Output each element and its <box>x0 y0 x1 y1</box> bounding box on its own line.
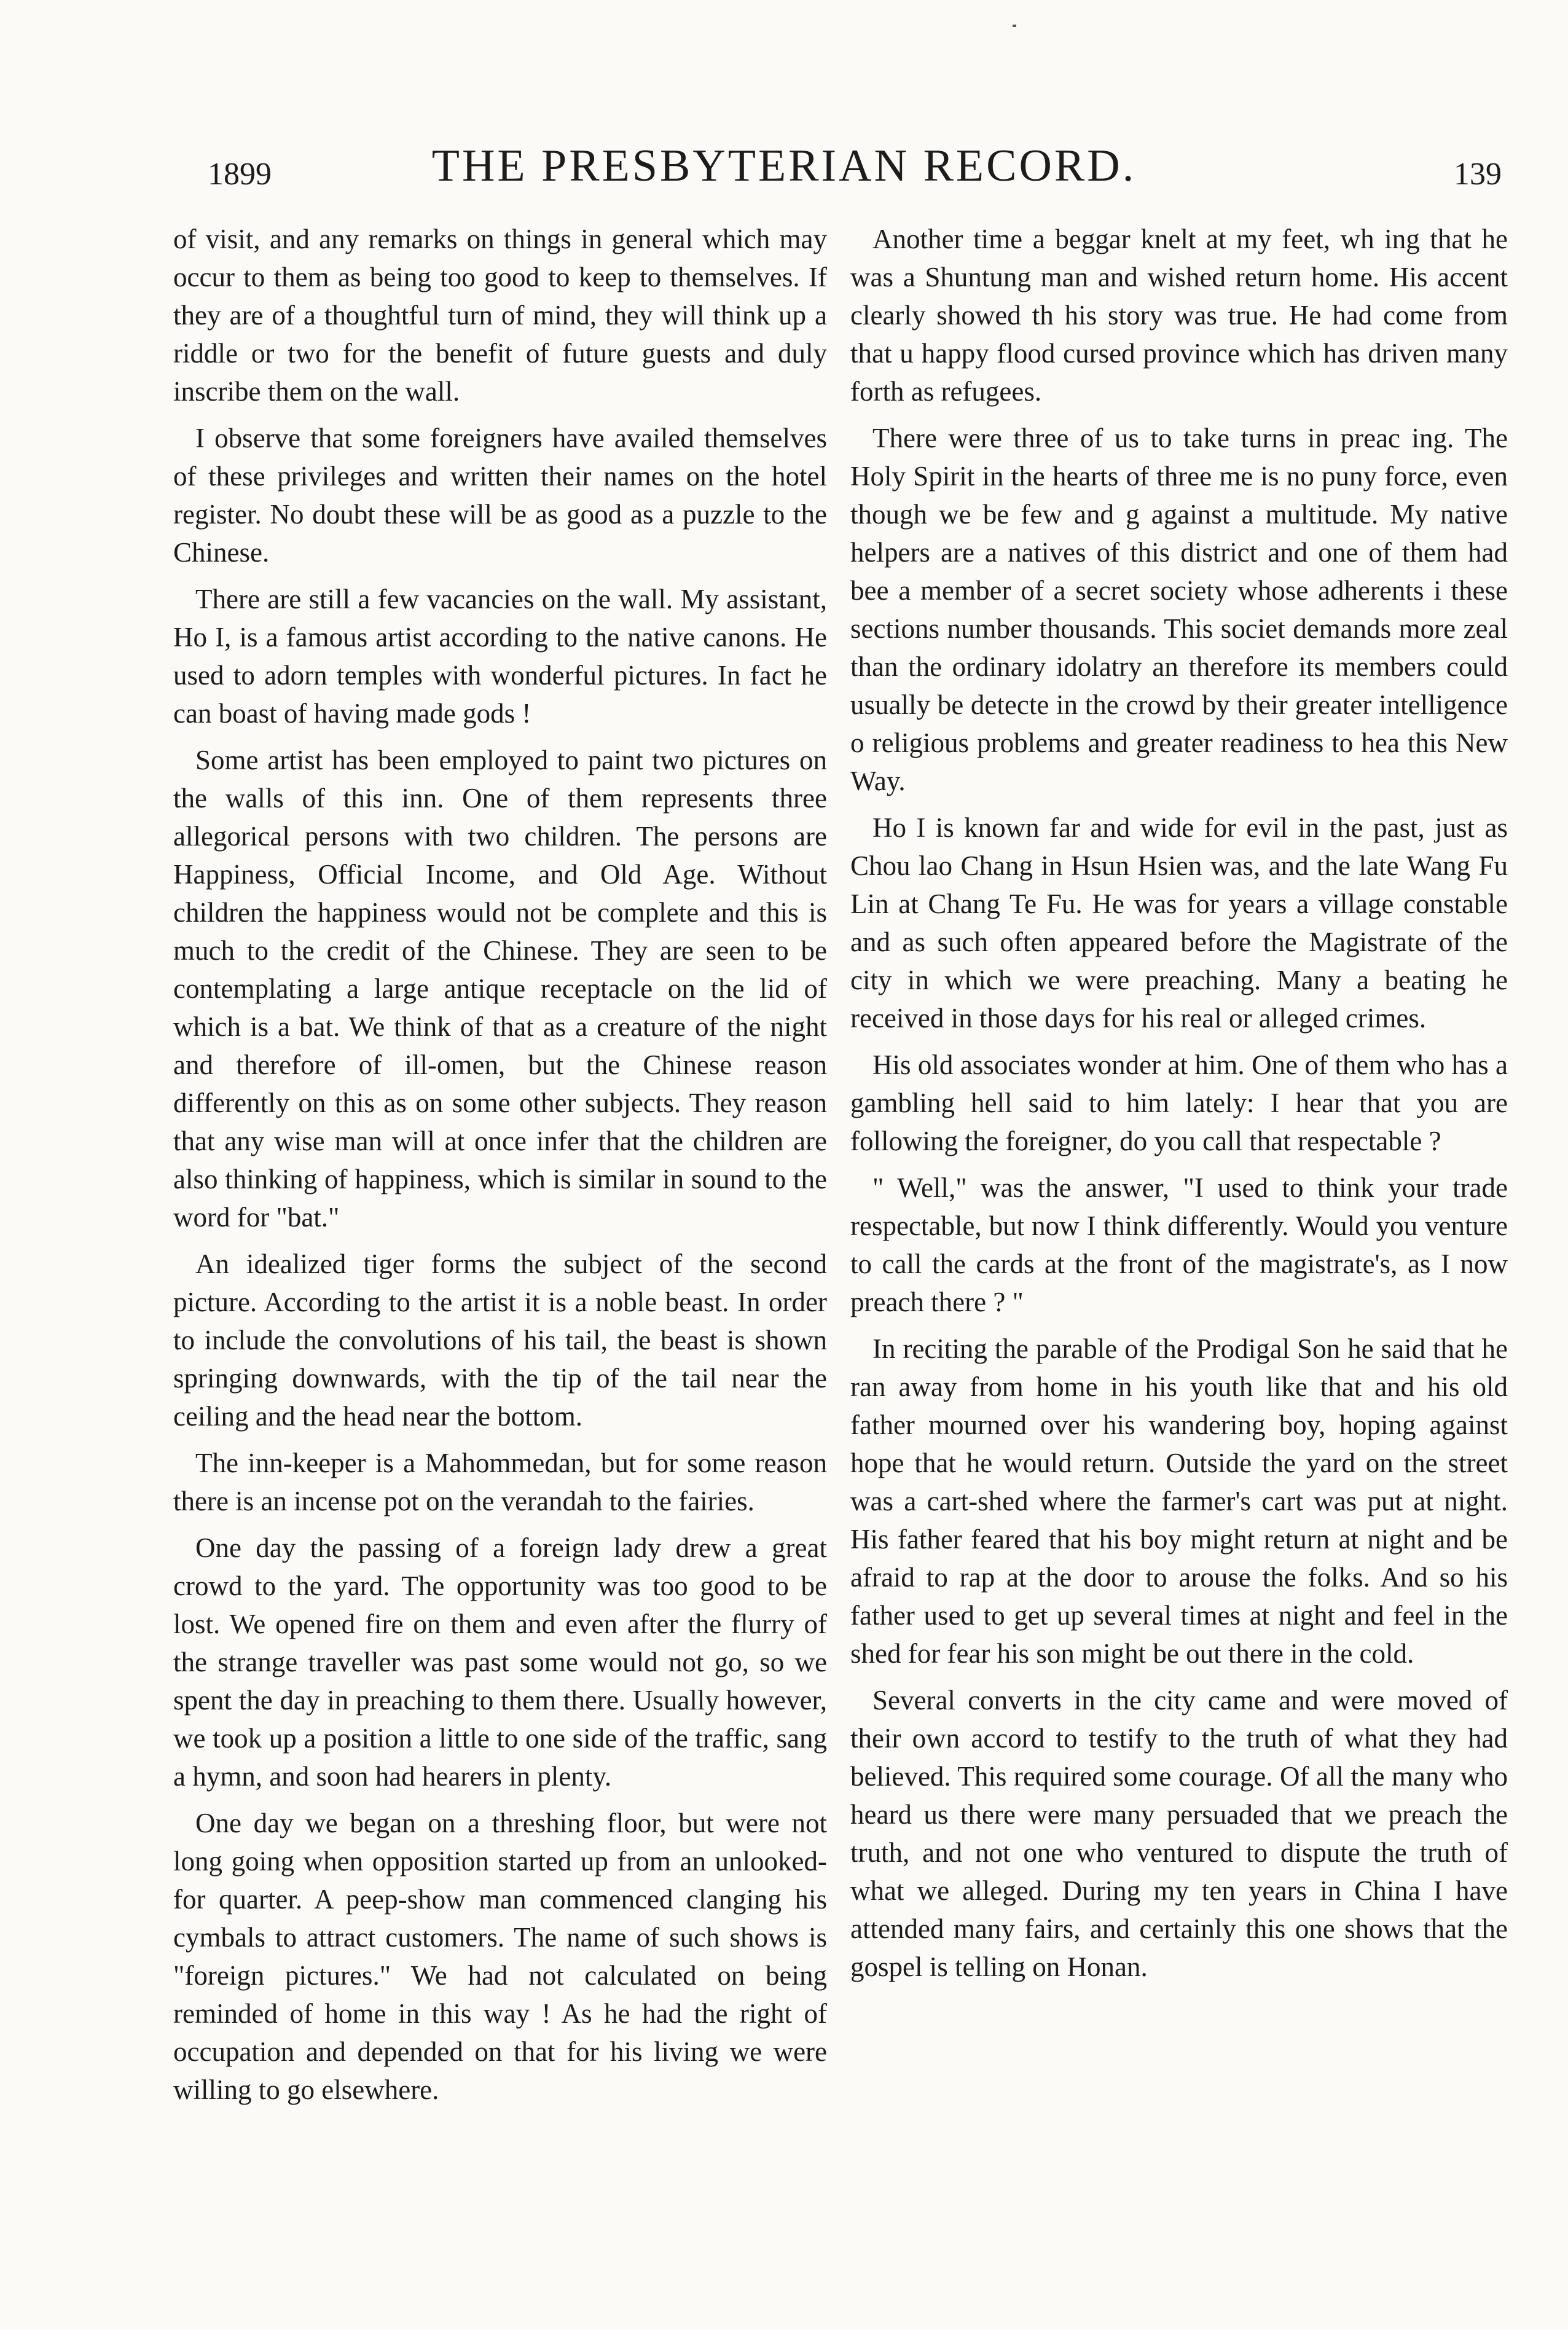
paragraph: The inn-keeper is a Mahommedan, but for some reason there is an incense pot on the verandah to the fairies. <box>173 1448 827 1516</box>
header-year: 1899 <box>208 157 272 192</box>
paragraph: I observe that some foreigners have availed themselves of these privileges and written their names on the hotel register. No doubt these will be as good as a puzzle to the Chinese. <box>173 423 827 568</box>
left-column <box>173 220 827 2117</box>
page-number: 139 <box>1454 157 1502 192</box>
paragraph: One day we began on a threshing floor, but were not long going when opposition started up from an unlooked-for quarter. A peep-show man commenced clanging his cymbals to attract customers. The name of such shows is "foreign pictures." We had not calculated on being reminded of home in this way ! As he had the right of occupation and depended on that for his living we were willing to go elsewhere. <box>173 1808 827 2105</box>
right-column <box>850 220 1508 1995</box>
paragraph: " Well," was the answer, "I used to think your trade respectable, but now I think differently. Would you venture to call the cards at the front of the magistrate's, as I now preach there ? " <box>850 1172 1508 1317</box>
paragraph: Another time a beggar knelt at my feet, wh ing that he was a Shuntung man and wished return home. His accent clearly showed th his story was true. He had come from that u happy flood cursed province which has driven many forth as refugees. <box>850 224 1508 407</box>
page-header <box>0 140 1568 208</box>
paragraph: His old associates wonder at him. One of them who has a gambling hell said to him lately: I hear that you are following the foreigner, do you call that respectable ? <box>850 1049 1508 1156</box>
paragraph: Some artist has been employed to paint two pictures on the walls of this inn. One of them represents three allegorical persons with two children. The persons are Happiness, Official Income, and Old Age. Without children the happiness would not be complete and this is much to the credit of the Chinese. They are seen to be contemplating a large antique receptacle on the lid of which is a bat. We think of that as a creature of the night and therefore of ill-omen, but the Chinese reason differently on this as on some other subjects. They reason that any wise man will at once infer that the children are also thinking of happiness, which is similar in sound to the word for "bat." <box>173 745 827 1233</box>
paragraph: An idealized tiger forms the subject of the second picture. According to the artist it is a noble beast. In order to include the convolutions of his tail, the beast is shown springing downwards, with the tip of the tail near the ceiling and the head near the bottom. <box>173 1249 827 1432</box>
print-speck <box>1013 25 1016 27</box>
page-title: THE PRESBYTERIAN RECORD. <box>431 141 1137 191</box>
paragraph: One day the passing of a foreign lady drew a great crowd to the yard. The opportunity was too good to be lost. We opened fire on them and even after the flurry of the strange traveller was past some would not go, so we spent the day in preaching to them there. Usually however, we took up a position a little to one side of the traffic, sang a hymn, and soon had hearers in plenty. <box>173 1532 827 1792</box>
paragraph: Several converts in the city came and were moved of their own accord to testify to the truth of what they had believed. This required some courage. Of all the many who heard us there were many persuaded that we preach the truth, and not one who ventured to dispute the truth of what we alleged. During my ten years in China I have attended many fairs, and certainly this one shows that the gospel is telling on Honan. <box>850 1685 1508 1982</box>
paragraph: Ho I is known far and wide for evil in the past, just as Chou lao Chang in Hsun Hsien was, and the late Wang Fu Lin at Chang Te Fu. He was for years a village constable and as such often appeared before the Magistrate of the city in which we were preaching. Many a beating he received in those days for his real or alleged crimes. <box>850 812 1508 1034</box>
paragraph: of visit, and any remarks on things in general which may occur to them as being too good to keep to themselves. If they are of a thoughtful turn of mind, they will think up a riddle or two for the benefit of future guests and duly inscribe them on the wall. <box>173 224 827 407</box>
paragraph: There were three of us to take turns in preac ing. The Holy Spirit in the hearts of three me is no puny force, even though we be few and g against a multitude. My native helpers are a natives of this district and one of them had bee a member of a secret society whose adherents i these sections number thousands. This societ demands more zeal than the ordinary idolatry an therefore its members could usually be detecte in the crowd by their greater intelligence o religious problems and greater readiness to hea this New Way. <box>850 423 1508 796</box>
paragraph: There are still a few vacancies on the wall. My assistant, Ho I, is a famous artist according to the native canons. He used to adorn temples with wonderful pictures. In fact he can boast of having made gods ! <box>173 584 827 729</box>
paragraph: In reciting the parable of the Prodigal Son he said that he ran away from home in his youth like that and his old father mourned over his wandering boy, hoping against hope that he would return. Outside the yard on the street was a cart-shed where the farmer's cart was put at night. His father feared that his boy might return at night and be afraid to rap at the door to arouse the folks. And so his father used to get up several times at night and feel in the shed for fear his son might be out there in the cold. <box>850 1333 1508 1669</box>
